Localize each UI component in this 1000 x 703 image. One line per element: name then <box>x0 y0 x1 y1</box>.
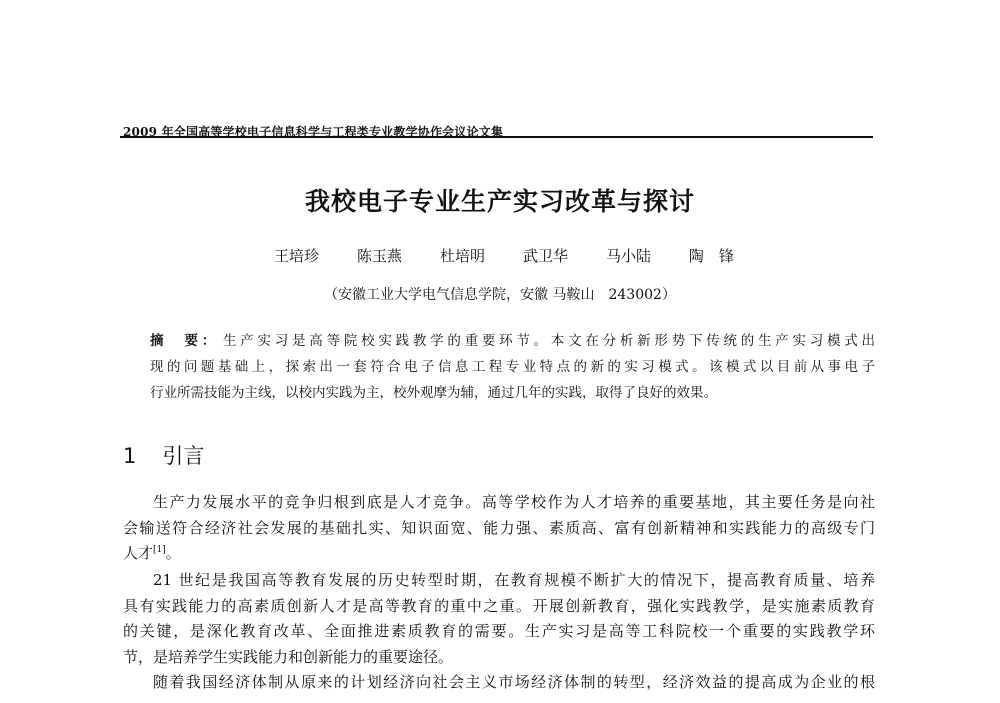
paragraph-line: 21 世纪是我国高等教育发展的历史转型时期，在教育规模不断扩大的情况下，提高教育质量、培养 <box>153 571 875 589</box>
paragraph-text: 人才 <box>123 544 154 562</box>
paragraph-line: 具有实践能力的高素质创新人才是高等教育的重中之重。开展创新教育，强化实践教学，是实施素质教育 <box>123 596 875 615</box>
paragraph-line: 随着我国经济体制从原来的计划经济向社会主义市场经济体制的转型，经济效益的提高成为企业的根 <box>153 673 875 691</box>
paragraph-1 <box>123 490 875 567</box>
affiliation: （安徽工业大学电气信息学院，安徽 马鞍山 243002） <box>324 287 676 303</box>
paragraph-3 <box>123 670 875 696</box>
author-name: 陶 锋 <box>688 247 734 265</box>
abstract-label: 摘 要： <box>150 333 220 349</box>
paragraph-text: 。 <box>165 544 181 562</box>
author-name: 马小陆 <box>605 247 651 265</box>
running-header: 2009 年全国高等学校电子信息科学与工程类专业教学协作会议论文集 <box>123 125 504 139</box>
citation-marker: [1] <box>153 545 166 555</box>
abstract-text: 生产实习是高等院校实践教学的重要环节。本文在分析新形势下传统的生产实习模式出 <box>223 333 876 349</box>
abstract-line: 现的问题基础上，探索出一套符合电子信息工程专业特点的新的实习模式。该模式以目前从事电子 <box>150 359 875 375</box>
author-name: 武卫华 <box>522 247 568 265</box>
author-name: 王培珍 <box>274 247 320 265</box>
abstract-line: 行业所需技能为主线，以校内实践为主，校外观摩为辅，通过几年的实践，取得了良好的效果。 <box>150 385 717 401</box>
paper-title: 我校电子专业生产实习改革与探讨 <box>304 187 695 216</box>
paragraph-2 <box>123 568 875 670</box>
paragraph-line: 生产力发展水平的竞争归根到底是人才竞争。高等学校作为人才培养的重要基地，其主要任务是向社 <box>153 493 875 511</box>
section-number: 1 <box>123 444 137 468</box>
paragraph-line <box>123 541 875 567</box>
abstract <box>150 328 875 406</box>
author-name: 杜培明 <box>439 247 485 265</box>
abstract-line <box>150 328 875 354</box>
paragraph-line: 会输送符合经济社会发展的基础扎实、知识面宽、能力强、素质高、富有创新精神和实践能力的高级专门 <box>123 518 875 537</box>
paragraph-line: 节，是培养学生实践能力和创新能力的重要途径。 <box>123 647 454 666</box>
paragraph-line: 的关键，是深化教育改革、全面推进素质教育的需要。生产实习是高等工科院校一个重要的实践教学环 <box>123 622 875 640</box>
section-title: 引言 <box>162 444 205 468</box>
author-name: 陈玉燕 <box>356 247 402 265</box>
section-heading <box>123 440 204 470</box>
header-rule <box>120 136 873 138</box>
author-list <box>274 245 734 266</box>
